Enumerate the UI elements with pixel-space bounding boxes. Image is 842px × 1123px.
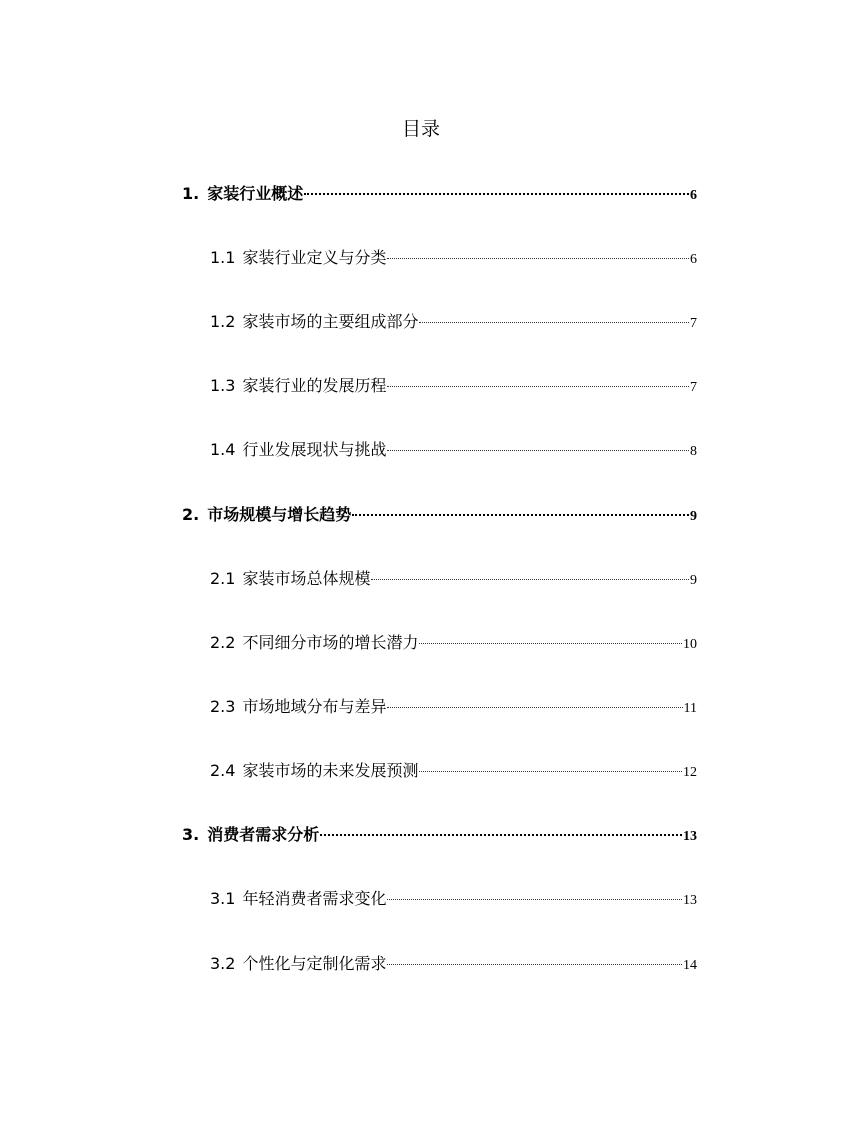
toc-entry-page: 7 [690,316,697,331]
toc-entry-number: 2.2 [210,633,236,652]
toc-entry-1-1[interactable] [210,246,697,270]
toc-entry-page: 10 [683,637,697,652]
toc-entry-page: 12 [683,765,697,780]
toc-leader-dots [387,258,689,259]
toc-entry-page: 7 [690,380,697,395]
toc-entry-3-1[interactable] [210,887,697,911]
toc-entry-text: 家装市场总体规模 [242,569,371,588]
toc-entry-1-4[interactable] [210,438,697,462]
toc-entry-3[interactable] [182,823,697,847]
toc-entry-number: 1.1 [210,248,236,267]
toc-leader-dots [352,514,689,516]
toc-leader-dots [419,771,682,772]
toc-entry-page: 13 [683,893,697,908]
toc-entry-page: 14 [683,958,697,973]
toc-entry-number: 1. [182,184,200,203]
toc-entry-2-4[interactable] [210,759,697,783]
toc-entry-number: 1.2 [210,312,236,331]
toc-leader-dots [371,579,689,580]
toc-entry-text: 市场规模与增长趋势 [207,505,352,524]
toc-leader-dots [387,964,682,965]
toc-entry-number: 2. [182,505,200,524]
toc-entry-page: 9 [690,573,697,588]
toc-entry-number: 1.3 [210,376,236,395]
toc-entry-3-2[interactable] [210,952,697,976]
toc-entry-number: 2.4 [210,761,236,780]
toc-entry-text: 家装行业概述 [207,184,304,203]
toc-entry-number: 2.1 [210,569,236,588]
toc-leader-dots [387,450,689,451]
toc-leader-dots [304,193,689,195]
toc-entry-2-2[interactable] [210,631,697,655]
toc-entry-page: 8 [690,444,697,459]
toc-entry-text: 家装行业的发展历程 [242,376,387,395]
toc-entry-page: 13 [683,829,697,844]
toc-entry-2-3[interactable] [210,695,697,719]
toc-leader-dots [387,386,689,387]
toc-entry-page: 6 [690,252,697,267]
toc-entry-text: 消费者需求分析 [207,825,320,844]
toc-leader-dots [387,707,682,708]
toc-entry-text: 不同细分市场的增长潜力 [242,633,419,652]
toc-entry-2[interactable] [182,503,697,527]
toc-entry-text: 家装行业定义与分类 [242,248,387,267]
toc-entry-page: 9 [690,509,697,524]
toc-entry-number: 3.1 [210,889,236,908]
toc-entry-text: 家装市场的未来发展预测 [242,761,419,780]
toc-entry-1-2[interactable] [210,310,697,334]
toc-entry-text: 年轻消费者需求变化 [242,889,387,908]
toc-entry-number: 3.2 [210,954,236,973]
toc-entry-2-1[interactable] [210,567,697,591]
toc-entry-number: 3. [182,825,200,844]
toc-entry-1-3[interactable] [210,374,697,398]
toc-entry-text: 行业发展现状与挑战 [242,440,387,459]
toc-entry-text: 市场地域分布与差异 [242,697,387,716]
toc-leader-dots [387,899,682,900]
toc-leader-dots [419,643,682,644]
toc-entry-text: 个性化与定制化需求 [242,954,387,973]
toc-leader-dots [320,834,682,836]
toc-entry-1[interactable] [182,182,697,206]
toc-entry-text: 家装市场的主要组成部分 [242,312,419,331]
toc-entry-number: 2.3 [210,697,236,716]
toc-entry-page: 6 [690,188,697,203]
toc-entry-page: 11 [683,701,697,716]
toc-title: 目录 [401,118,440,140]
toc-leader-dots [419,322,689,323]
toc-entry-number: 1.4 [210,440,236,459]
